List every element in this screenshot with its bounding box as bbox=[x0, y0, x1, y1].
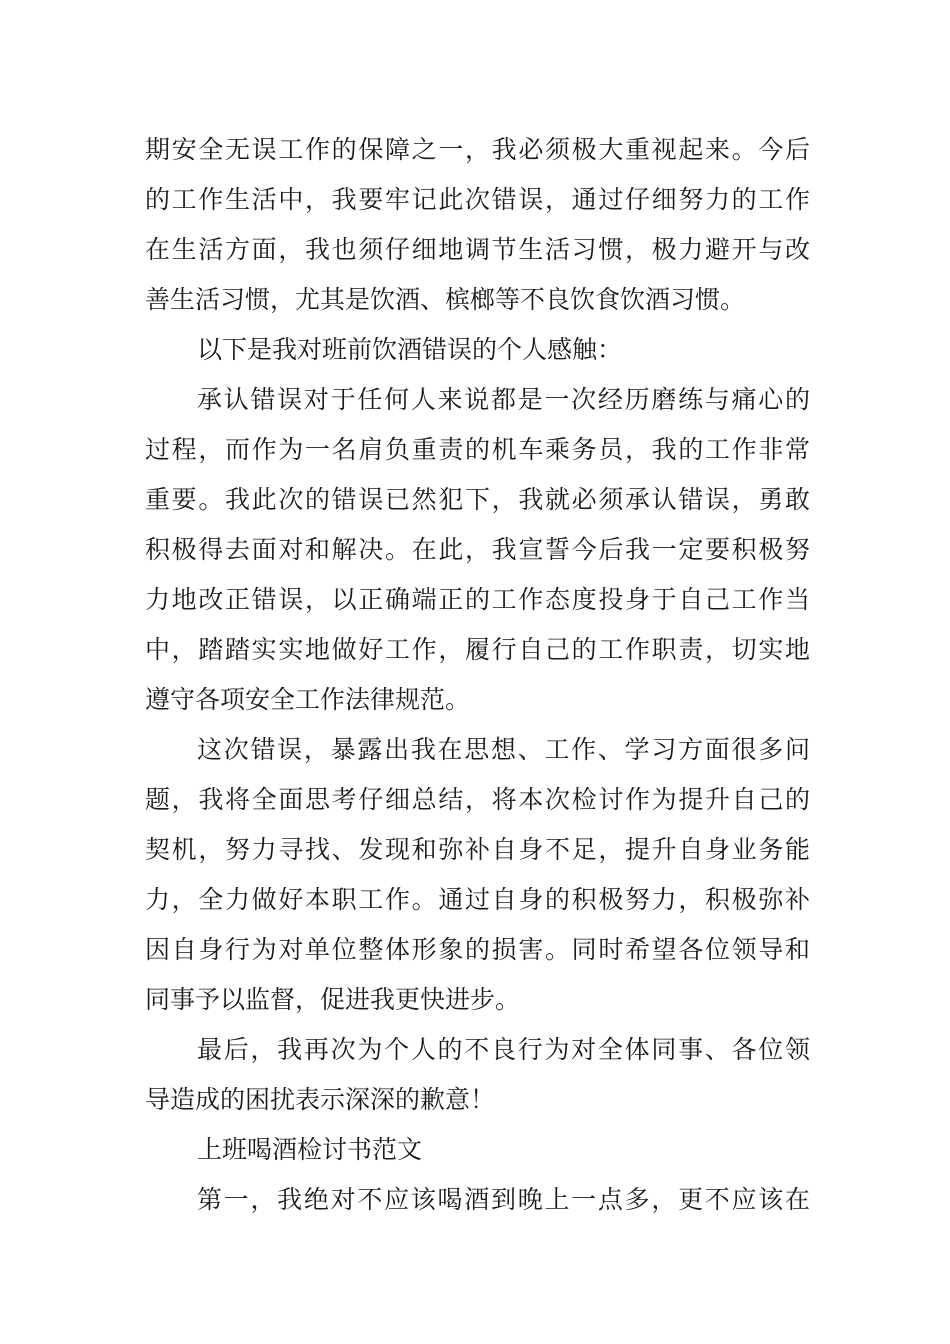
text-line: 同事予以监督，促进我更快进步。 bbox=[145, 985, 521, 1014]
text-line: 积极得去面对和解决。在此，我宣誓今后我一定要积极努 bbox=[145, 535, 810, 564]
text-line: 契机，努力寻找、发现和弥补自身不足，提升自身业务能 bbox=[145, 835, 810, 864]
text-line: 力，全力做好本职工作。通过自身的积极努力，积极弥补 bbox=[145, 885, 810, 914]
text-line: 在生活方面，我也须仔细地调节生活习惯，极力避开与改 bbox=[145, 235, 810, 264]
text-line: 导造成的困扰表示深深的歉意！ bbox=[145, 1085, 496, 1114]
text-line: 承认错误对于任何人来说都是一次经历磨练与痛心的 bbox=[197, 385, 810, 414]
text-line: 期安全无误工作的保障之一，我必须极大重视起来。今后 bbox=[145, 135, 810, 164]
text-line: 这次错误，暴露出我在思想、工作、学习方面很多问 bbox=[197, 735, 810, 764]
text-line: 遵守各项安全工作法律规范。 bbox=[145, 685, 471, 714]
section-heading: 上班喝酒检讨书范文 bbox=[197, 1135, 423, 1164]
text-line: 过程，而作为一名肩负重责的机车乘务员，我的工作非常 bbox=[145, 435, 810, 464]
text-line: 因自身行为对单位整体形象的损害。同时希望各位领导和 bbox=[145, 935, 810, 964]
text-line: 力地改正错误，以正确端正的工作态度投身于自己工作当 bbox=[145, 585, 810, 614]
text-line: 以下是我对班前饮酒错误的个人感触： bbox=[197, 335, 623, 364]
text-line: 善生活习惯，尤其是饮酒、槟榔等不良饮食饮酒习惯。 bbox=[145, 285, 746, 314]
text-line: 的工作生活中，我要牢记此次错误，通过仔细努力的工作 bbox=[145, 185, 810, 214]
text-line: 最后，我再次为个人的不良行为对全体同事、各位领 bbox=[197, 1035, 810, 1064]
text-line: 第一，我绝对不应该喝酒到晚上一点多，更不应该在 bbox=[197, 1185, 810, 1214]
text-line: 重要。我此次的错误已然犯下，我就必须承认错误，勇敢 bbox=[145, 485, 810, 514]
text-line: 中，踏踏实实地做好工作，履行自己的工作职责，切实地 bbox=[145, 635, 810, 664]
text-line: 题，我将全面思考仔细总结，将本次检讨作为提升自己的 bbox=[145, 785, 810, 814]
